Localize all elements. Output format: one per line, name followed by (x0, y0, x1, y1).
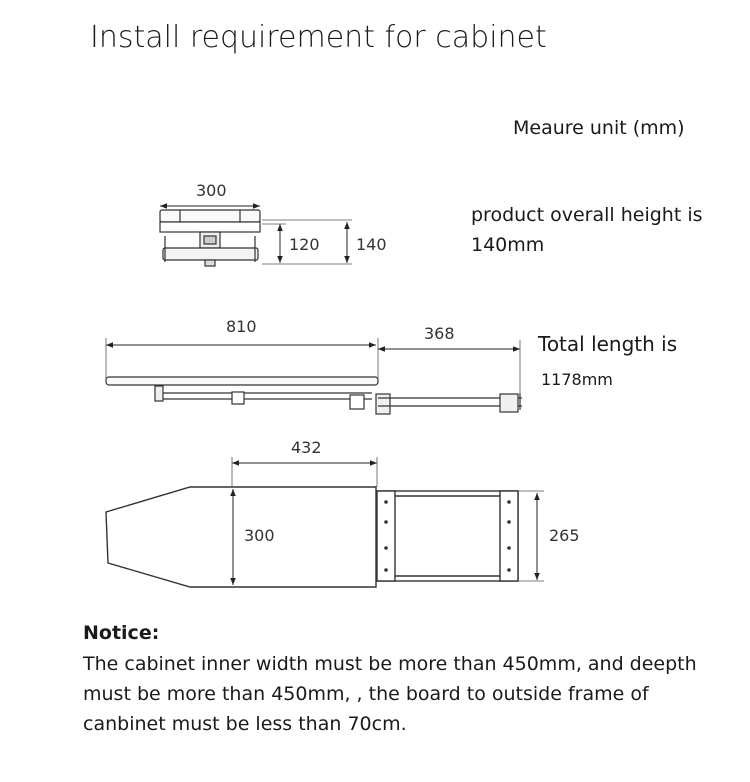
unit-note: Meaure unit (mm) (513, 117, 685, 139)
length-note-line-1: Total length is (538, 332, 678, 356)
page-title: Install requirement for cabinet (90, 20, 547, 55)
front-view-drawing (160, 210, 260, 266)
length-note-line-2: 1178mm (541, 370, 613, 389)
dim-top-width: 300 (196, 181, 227, 200)
side-view-drawing (106, 377, 522, 414)
dim-frame-width: 265 (549, 526, 580, 545)
notice-heading: Notice: (83, 622, 160, 644)
height-note-line-2: 140mm (471, 234, 545, 256)
notice-line: must be more than 450mm, , the board to outside frame of (83, 683, 649, 705)
plan-view-drawing (106, 487, 518, 587)
notice-line: canbinet must be less than 70cm. (83, 713, 407, 735)
dim-height-total: 140 (356, 235, 387, 254)
dim-slide-length: 368 (424, 324, 455, 343)
dim-board-length: 810 (226, 317, 257, 336)
dim-height-inner: 120 (289, 235, 320, 254)
height-note-line-1: product overall height is (471, 204, 703, 226)
dim-board-width: 300 (244, 526, 275, 545)
dim-plan-length: 432 (291, 438, 322, 457)
notice-line: The cabinet inner width must be more than 450mm, and deepth (83, 653, 697, 675)
